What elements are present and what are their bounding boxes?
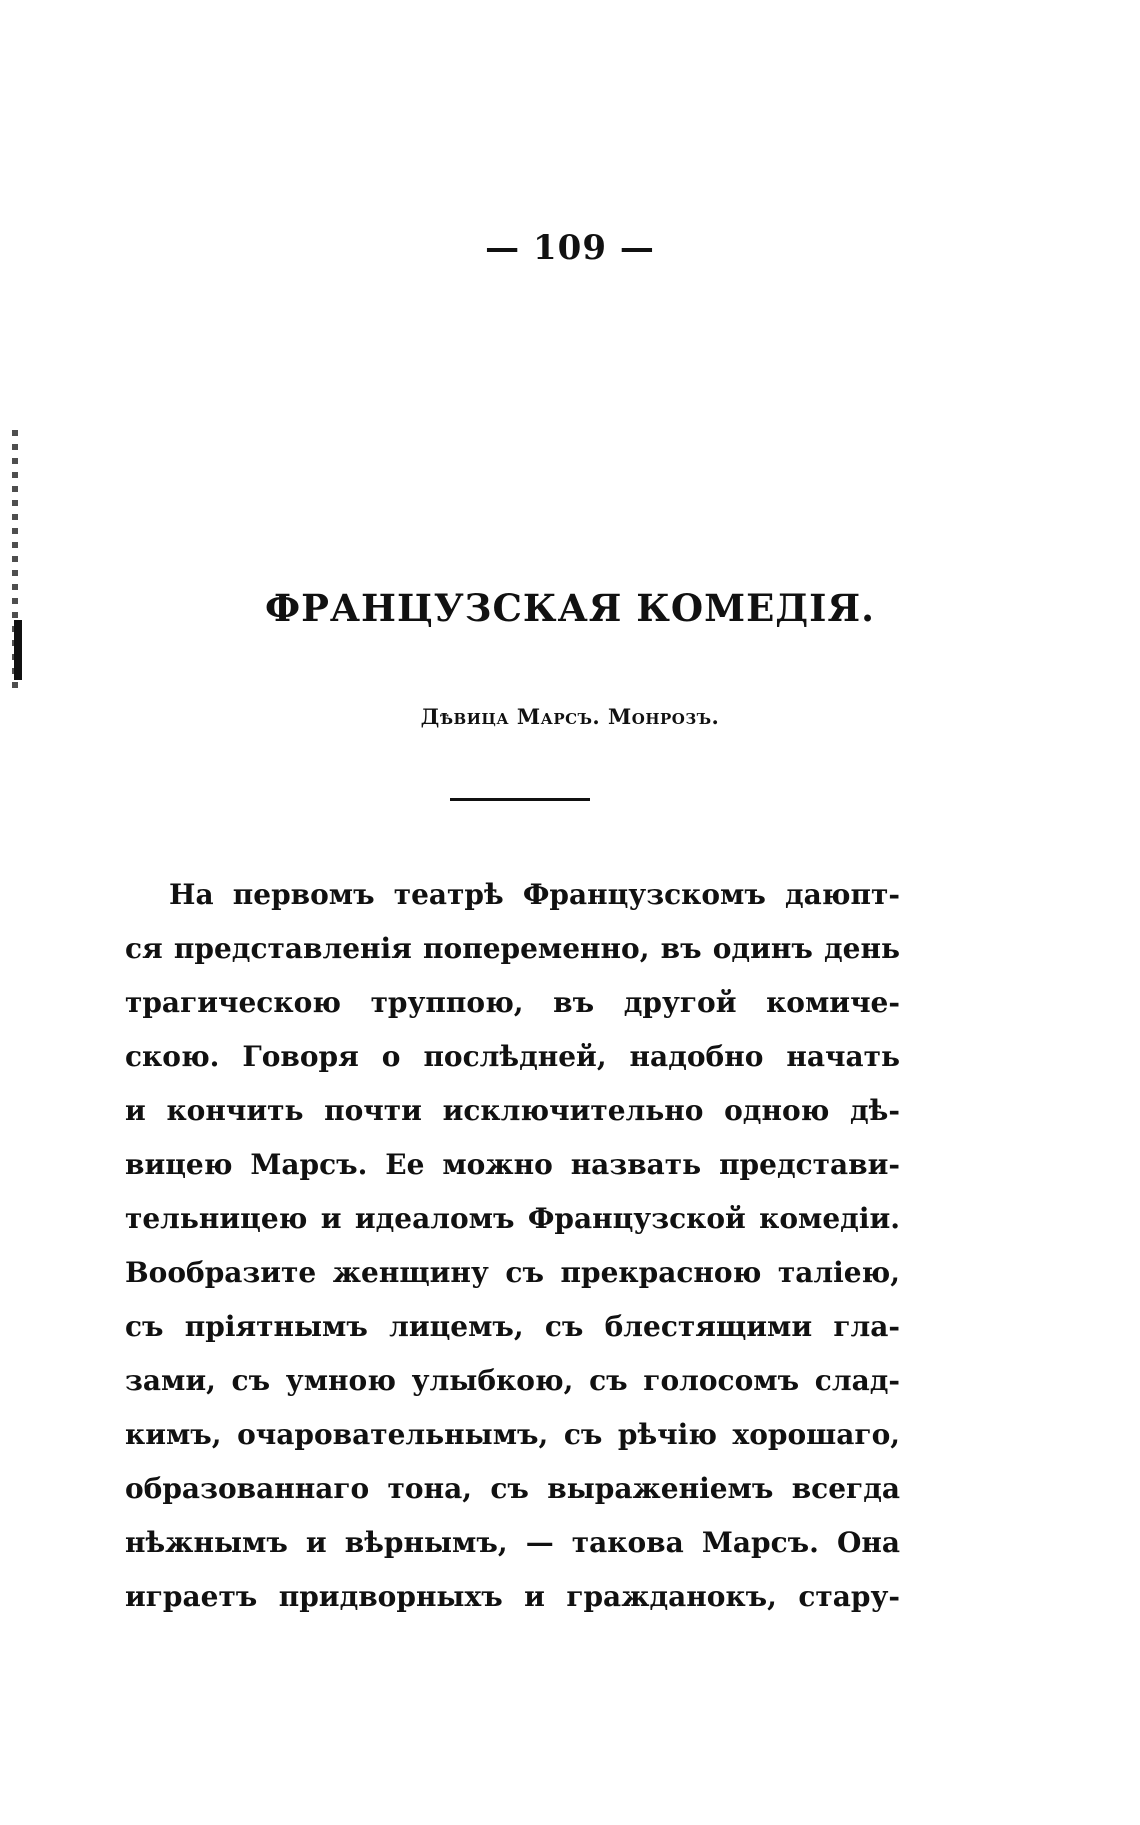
text-line: и кончить почти исключительно одною дѣ-: [125, 1094, 900, 1127]
text-line: нѣжнымъ и вѣрнымъ, — такова Марсъ. Она: [125, 1526, 900, 1559]
text-line: скою. Говоря о послѣдней, надобно начать: [125, 1040, 900, 1073]
text-line: образованнаго тона, съ выраженіемъ всегда: [125, 1472, 900, 1505]
text-line: трагическою труппою, въ другой комиче-: [125, 986, 900, 1019]
text-line: играетъ придворныхъ и гражданокъ, стару-: [125, 1580, 900, 1613]
text-line: зами, съ умною улыбкою, съ голосомъ слад-: [125, 1364, 900, 1397]
text-line: ся представленія попеременно, въ одинъ день: [125, 932, 900, 965]
chapter-subtitle: Дѣвица Марсъ. Монрозъ.: [420, 704, 720, 729]
body-text: [125, 868, 900, 1624]
text-line: Вообразите женщину съ прекрасною таліею,: [125, 1256, 900, 1289]
text-line: На первомъ театрѣ Французскомъ даюпт-: [169, 878, 900, 911]
text-line: тельницею и идеаломъ Французской комедіи.: [125, 1202, 900, 1235]
page-number: — 109 —: [485, 228, 655, 268]
text-line: съ пріятнымъ лицемъ, съ блестящими гла-: [125, 1310, 900, 1343]
text-line: вицею Марсъ. Ее можно назвать представи-: [125, 1148, 900, 1181]
chapter-title: ФРАНЦУЗСКАЯ КОМЕДІЯ.: [265, 586, 875, 630]
section-divider: [450, 798, 590, 801]
text-line: кимъ, очаровательнымъ, съ рѣчію хорошаго,: [125, 1418, 900, 1451]
